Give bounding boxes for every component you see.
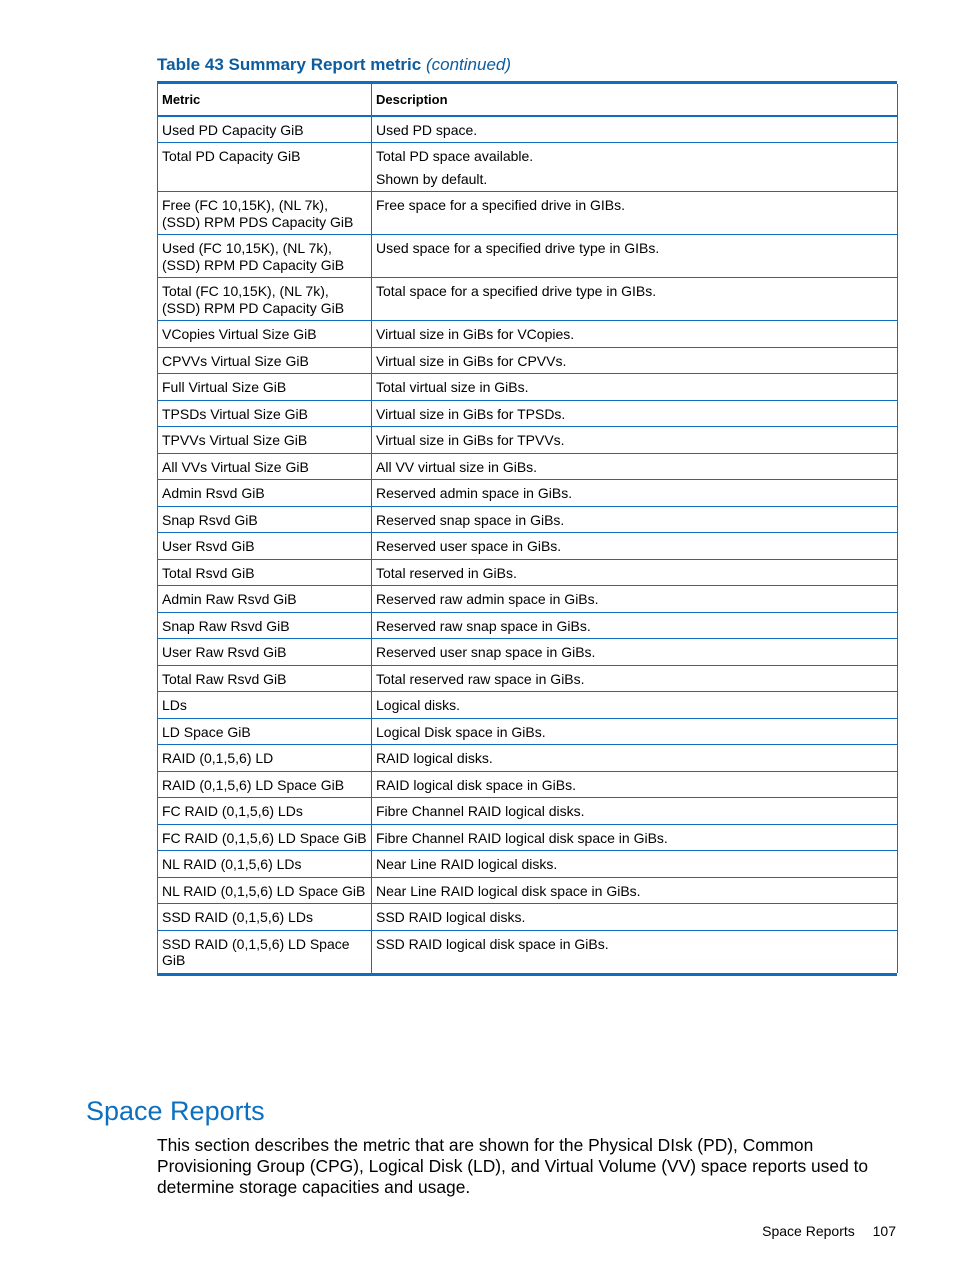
description-line: Virtual size in GiBs for TPSDs. bbox=[376, 405, 566, 422]
metric-cell: SSD RAID (0,1,5,6) LDs bbox=[158, 904, 372, 931]
metric-cell: All VVs Virtual Size GiB bbox=[158, 453, 372, 480]
description-cell bbox=[372, 143, 898, 192]
table-row bbox=[158, 400, 898, 427]
table-row bbox=[158, 824, 898, 851]
metric-cell: Admin Raw Rsvd GiB bbox=[158, 586, 372, 613]
table-row bbox=[158, 559, 898, 586]
metric-cell: Free (FC 10,15K), (NL 7k), (SSD) RPM PDS Capacity GiB bbox=[158, 192, 372, 235]
table-row bbox=[158, 533, 898, 560]
description-line: All VV virtual size in GiBs. bbox=[376, 458, 538, 475]
description-cell bbox=[372, 533, 898, 560]
metric-cell: Total Rsvd GiB bbox=[158, 559, 372, 586]
description-line: Virtual size in GiBs for VCopies. bbox=[376, 326, 575, 342]
description-cell bbox=[372, 930, 898, 973]
table-row bbox=[158, 374, 898, 401]
metric-cell: RAID (0,1,5,6) LD Space GiB bbox=[158, 771, 372, 798]
description-line: SSD RAID logical disk space in GiBs. bbox=[376, 935, 609, 952]
metric-cell: User Raw Rsvd GiB bbox=[158, 639, 372, 666]
description-line: Reserved raw snap space in GiBs. bbox=[376, 617, 591, 634]
description-line: RAID logical disks. bbox=[376, 750, 493, 766]
description-line: SSD RAID logical disks. bbox=[376, 909, 526, 925]
metric-cell: NL RAID (0,1,5,6) LD Space GiB bbox=[158, 877, 372, 904]
section-title: Space Reports bbox=[86, 1096, 265, 1126]
table-row bbox=[158, 930, 898, 973]
description-cell bbox=[372, 427, 898, 454]
metric-cell: Used (FC 10,15K), (NL 7k), (SSD) RPM PD Capacity GiB bbox=[158, 235, 372, 278]
description-line: Logical disks. bbox=[376, 697, 461, 713]
table-row bbox=[158, 235, 898, 278]
table-row bbox=[158, 904, 898, 931]
table-caption bbox=[157, 55, 511, 75]
metric-cell: RAID (0,1,5,6) LD bbox=[158, 745, 372, 772]
description-line: Fibre Channel RAID logical disks. bbox=[376, 803, 585, 819]
description-line: Total virtual size in GiBs. bbox=[376, 379, 529, 395]
description-line: RAID logical disk space in GiBs. bbox=[376, 776, 576, 793]
metric-cell: Snap Rsvd GiB bbox=[158, 506, 372, 533]
section-body: This section describes the metric that are shown for the Physical DIsk (PD), Common Provisioning Group (CPG), Logical Disk (LD), and Virtual Volume (VV) space reports used to determine storage capacities and usage. bbox=[157, 1135, 869, 1197]
description-cell bbox=[372, 798, 898, 825]
metric-table bbox=[157, 84, 898, 973]
table-row bbox=[158, 116, 898, 143]
table-row bbox=[158, 851, 898, 878]
description-cell bbox=[372, 559, 898, 586]
description-cell bbox=[372, 665, 898, 692]
description-cell bbox=[372, 718, 898, 745]
description-cell bbox=[372, 877, 898, 904]
table-row bbox=[158, 453, 898, 480]
description-line: Reserved raw admin space in GiBs. bbox=[376, 591, 599, 607]
metric-cell: LD Space GiB bbox=[158, 718, 372, 745]
description-line: Fibre Channel RAID logical disk space in GiBs. bbox=[376, 829, 668, 846]
description-line: Reserved user space in GiBs. bbox=[376, 538, 562, 554]
description-cell bbox=[372, 235, 898, 278]
description-cell bbox=[372, 480, 898, 507]
table-row bbox=[158, 506, 898, 533]
table-row bbox=[158, 427, 898, 454]
table-row bbox=[158, 745, 898, 772]
description-cell bbox=[372, 612, 898, 639]
description-cell bbox=[372, 639, 898, 666]
description-cell bbox=[372, 278, 898, 321]
description-line: Total space for a specified drive type in GIBs. bbox=[376, 283, 657, 299]
metric-cell: Total (FC 10,15K), (NL 7k), (SSD) RPM PD Capacity GiB bbox=[158, 278, 372, 321]
description-line: Free space for a specified drive in GIBs. bbox=[376, 197, 625, 213]
table-row bbox=[158, 877, 898, 904]
table-row bbox=[158, 771, 898, 798]
description-line: Total reserved in GiBs. bbox=[376, 564, 517, 581]
table-row bbox=[158, 278, 898, 321]
description-line: Virtual size in GiBs for TPVVs. bbox=[376, 432, 565, 448]
description-line: Used PD space. bbox=[376, 121, 478, 138]
description-cell bbox=[372, 506, 898, 533]
metric-cell: Full Virtual Size GiB bbox=[158, 374, 372, 401]
page-footer bbox=[762, 1223, 896, 1239]
table-row bbox=[158, 192, 898, 235]
description-line: Total PD space available. bbox=[376, 148, 534, 164]
table-row bbox=[158, 639, 898, 666]
metric-cell: Snap Raw Rsvd GiB bbox=[158, 612, 372, 639]
summary-report-table bbox=[157, 81, 897, 976]
description-line: Reserved user snap space in GiBs. bbox=[376, 644, 596, 660]
footer-section-label: Space Reports bbox=[762, 1223, 855, 1239]
metric-cell: VCopies Virtual Size GiB bbox=[158, 321, 372, 348]
table-row bbox=[158, 612, 898, 639]
table-row bbox=[158, 321, 898, 348]
description-line: Reserved snap space in GiBs. bbox=[376, 511, 565, 528]
metric-cell: FC RAID (0,1,5,6) LD Space GiB bbox=[158, 824, 372, 851]
column-header-description: Description bbox=[372, 84, 898, 116]
description-cell bbox=[372, 824, 898, 851]
description-line: Used space for a specified drive type in GIBs. bbox=[376, 240, 660, 256]
table-row bbox=[158, 143, 898, 192]
description-line: Near Line RAID logical disk space in GiBs. bbox=[376, 882, 641, 899]
metric-cell: Total Raw Rsvd GiB bbox=[158, 665, 372, 692]
metric-cell: User Rsvd GiB bbox=[158, 533, 372, 560]
description-line: Shown by default. bbox=[376, 170, 488, 187]
description-cell bbox=[372, 453, 898, 480]
metric-cell: NL RAID (0,1,5,6) LDs bbox=[158, 851, 372, 878]
description-cell bbox=[372, 904, 898, 931]
description-cell bbox=[372, 374, 898, 401]
description-line: Near Line RAID logical disks. bbox=[376, 856, 558, 872]
description-cell bbox=[372, 771, 898, 798]
table-row bbox=[158, 798, 898, 825]
table-row bbox=[158, 586, 898, 613]
description-cell bbox=[372, 321, 898, 348]
metric-cell: TPVVs Virtual Size GiB bbox=[158, 427, 372, 454]
table-caption-label: Table 43 Summary Report metric bbox=[157, 55, 422, 74]
description-cell bbox=[372, 347, 898, 374]
metric-cell: SSD RAID (0,1,5,6) LD Space GiB bbox=[158, 930, 372, 973]
description-line: Virtual size in GiBs for CPVVs. bbox=[376, 352, 567, 369]
column-header-metric: Metric bbox=[158, 84, 372, 116]
table-caption-continued: (continued) bbox=[425, 55, 512, 74]
description-cell bbox=[372, 745, 898, 772]
metric-cell: Admin Rsvd GiB bbox=[158, 480, 372, 507]
description-cell bbox=[372, 192, 898, 235]
table-header-row bbox=[158, 84, 898, 116]
metric-cell: Used PD Capacity GiB bbox=[158, 116, 372, 143]
description-line: Reserved admin space in GiBs. bbox=[376, 485, 573, 501]
metric-cell: Total PD Capacity GiB bbox=[158, 143, 372, 192]
description-cell bbox=[372, 400, 898, 427]
description-line: Total reserved raw space in GiBs. bbox=[376, 670, 585, 687]
table-row bbox=[158, 718, 898, 745]
table-row bbox=[158, 665, 898, 692]
description-line: Logical Disk space in GiBs. bbox=[376, 723, 546, 740]
table-body bbox=[158, 116, 898, 973]
table-row bbox=[158, 347, 898, 374]
description-cell bbox=[372, 586, 898, 613]
table-row bbox=[158, 480, 898, 507]
description-cell bbox=[372, 116, 898, 143]
metric-cell: TPSDs Virtual Size GiB bbox=[158, 400, 372, 427]
metric-cell: LDs bbox=[158, 692, 372, 719]
description-cell bbox=[372, 692, 898, 719]
metric-cell: CPVVs Virtual Size GiB bbox=[158, 347, 372, 374]
description-cell bbox=[372, 851, 898, 878]
metric-cell: FC RAID (0,1,5,6) LDs bbox=[158, 798, 372, 825]
table-row bbox=[158, 692, 898, 719]
page-number: 107 bbox=[872, 1223, 896, 1239]
